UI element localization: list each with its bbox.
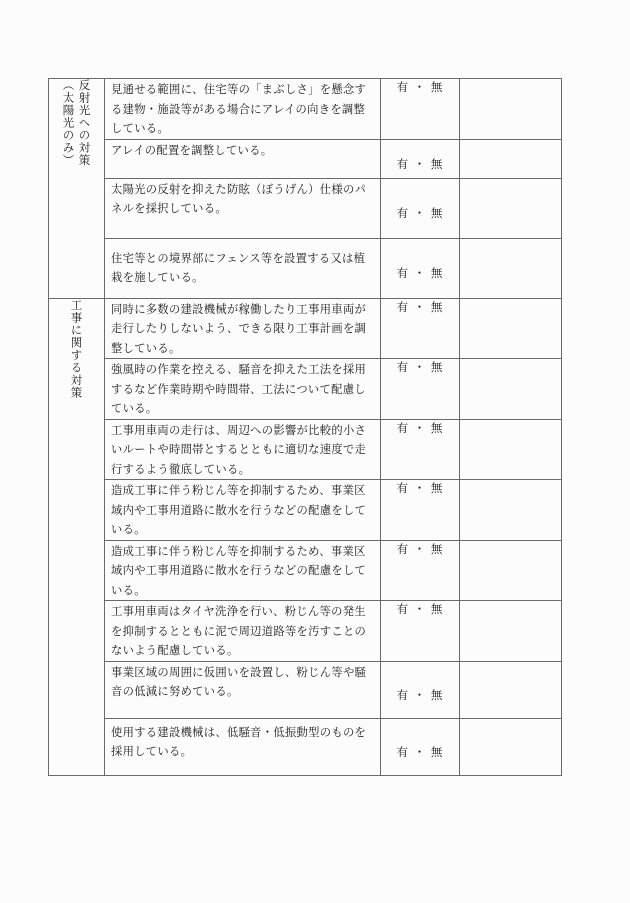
note-cell[interactable] bbox=[460, 359, 562, 420]
item-text: 工事用車両はタイヤ洗浄を行い、粉じん等の発生を抑制するとともに泥で周辺道路等を汚すことのないよう配慮している。 bbox=[105, 601, 381, 662]
yes-no-choice[interactable]: 有 ・ 無 bbox=[381, 298, 460, 359]
note-cell[interactable] bbox=[460, 480, 562, 541]
table-row bbox=[49, 480, 562, 541]
table-row bbox=[49, 601, 562, 662]
item-text: 事業区域の周囲に仮囲いを設置し、粉じん等や騒音の低減に努めている。 bbox=[105, 661, 381, 718]
item-text: 太陽光の反射を抑えた防眩（ぼうげん）仕様のパネルを採択している。 bbox=[105, 178, 381, 238]
table-row bbox=[49, 79, 562, 140]
table-row bbox=[49, 419, 562, 480]
yes-no-choice[interactable]: 有 ・ 無 bbox=[381, 718, 460, 775]
table-row bbox=[49, 178, 562, 238]
category-label: 反射光への対策 bbox=[77, 79, 92, 167]
note-cell[interactable] bbox=[460, 718, 562, 775]
table-row bbox=[49, 359, 562, 420]
category-sublabel: （太陽光のみ） bbox=[61, 79, 76, 167]
note-cell[interactable] bbox=[460, 419, 562, 480]
yes-no-choice[interactable]: 有 ・ 無 bbox=[381, 480, 460, 541]
table-row bbox=[49, 298, 562, 359]
yes-no-choice[interactable]: 有 ・ 無 bbox=[381, 79, 460, 140]
category-label: 工事に関する対策 bbox=[69, 298, 84, 399]
table-row bbox=[49, 238, 562, 298]
note-cell[interactable] bbox=[460, 661, 562, 718]
note-cell[interactable] bbox=[460, 238, 562, 298]
item-text: 同時に多数の建設機械が稼働したり工事用車両が走行したりしないよう、できる限り工事計画を調整している。 bbox=[105, 298, 381, 359]
yes-no-choice[interactable]: 有 ・ 無 bbox=[381, 238, 460, 298]
checklist-table bbox=[48, 78, 562, 776]
note-cell[interactable] bbox=[460, 601, 562, 662]
item-text: 見通せる範囲に、住宅等の「まぶしさ」を懸念する建物・施設等がある場合にアレイの向きを調整している。 bbox=[105, 79, 381, 140]
yes-no-choice[interactable]: 有 ・ 無 bbox=[381, 139, 460, 178]
yes-no-choice[interactable]: 有 ・ 無 bbox=[381, 601, 460, 662]
yes-no-choice[interactable]: 有 ・ 無 bbox=[381, 178, 460, 238]
item-text: 住宅等との境界部にフェンス等を設置する又は植栽を施している。 bbox=[105, 238, 381, 298]
note-cell[interactable] bbox=[460, 139, 562, 178]
category-cell-construction bbox=[49, 298, 105, 775]
table-row bbox=[49, 718, 562, 775]
item-text: 造成工事に伴う粉じん等を抑制するため、事業区域内や工事用道路に散水を行うなどの配慮をしている。 bbox=[105, 540, 381, 601]
item-text: 造成工事に伴う粉じん等を抑制するため、事業区域内や工事用道路に散水を行うなどの配慮をしている。 bbox=[105, 480, 381, 541]
yes-no-choice[interactable]: 有 ・ 無 bbox=[381, 540, 460, 601]
yes-no-choice[interactable]: 有 ・ 無 bbox=[381, 359, 460, 420]
note-cell[interactable] bbox=[460, 79, 562, 140]
table-row bbox=[49, 540, 562, 601]
note-cell[interactable] bbox=[460, 540, 562, 601]
table-row bbox=[49, 661, 562, 718]
item-text: アレイの配置を調整している。 bbox=[105, 139, 381, 178]
item-text: 強風時の作業を控える、騒音を抑えた工法を採用するなど作業時期や時間帯、工法について配慮している。 bbox=[105, 359, 381, 420]
item-text: 工事用車両の走行は、周辺への影響が比較的小さいルートや時間帯とするとともに適切な速度で走行するよう徹底している。 bbox=[105, 419, 381, 480]
yes-no-choice[interactable]: 有 ・ 無 bbox=[381, 661, 460, 718]
yes-no-choice[interactable]: 有 ・ 無 bbox=[381, 419, 460, 480]
table-row bbox=[49, 139, 562, 178]
note-cell[interactable] bbox=[460, 298, 562, 359]
item-text: 使用する建設機械は、低騒音・低振動型のものを採用している。 bbox=[105, 718, 381, 775]
category-cell-reflection bbox=[49, 79, 105, 299]
note-cell[interactable] bbox=[460, 178, 562, 238]
